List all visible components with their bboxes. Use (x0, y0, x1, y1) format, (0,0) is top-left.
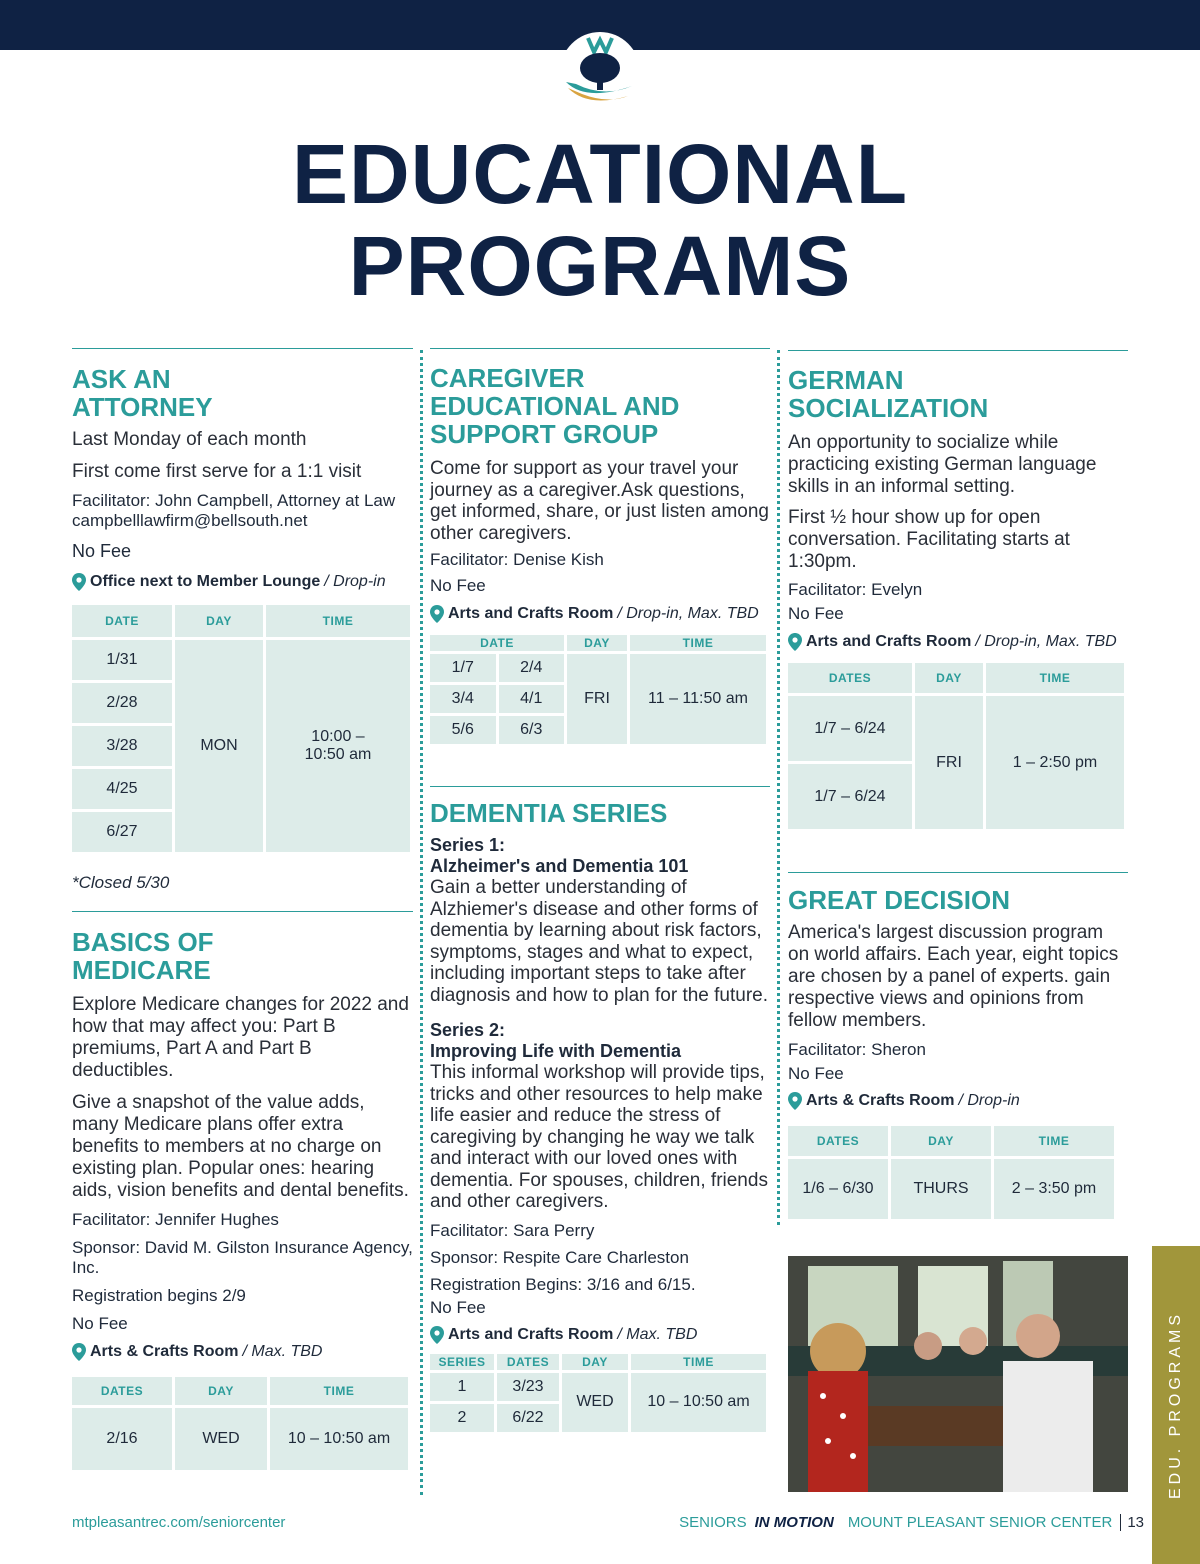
table-header: SERIES (430, 1354, 494, 1370)
german-section (788, 350, 1128, 832)
table-cell-day: FRI (915, 696, 983, 829)
table-cell-time: 2 – 3:50 pm (994, 1159, 1114, 1219)
dementia-sponsor: Sponsor: Respite Care Charleston (430, 1247, 689, 1267)
column-divider-left (420, 350, 423, 1495)
medicare-registration: Registration begins 2/9 (72, 1286, 246, 1305)
table-cell-date: 2/28 (72, 683, 172, 723)
dementia-registration: Registration Begins: 3/16 and 6/15. (430, 1274, 696, 1294)
table-cell-date: 5/6 (430, 716, 496, 744)
table-cell-series: 2 (430, 1404, 494, 1432)
footer-brand-seniors: SENIORS (679, 1514, 747, 1531)
german-location (788, 632, 1128, 652)
table-cell-time: 10 – 10:50 am (631, 1373, 766, 1432)
medicare-sponsor: Sponsor: David M. Gilston Insurance Agency, Inc. (72, 1238, 413, 1277)
table-cell-date: 6/27 (72, 812, 172, 852)
great-decision-fee: No Fee (788, 1064, 844, 1083)
table-cell-date: 3/23 (497, 1373, 559, 1401)
medicare-location (72, 1342, 413, 1362)
table-cell-date: 1/6 – 6/30 (788, 1159, 888, 1219)
german-location-name: Arts and Crafts Room (806, 633, 972, 650)
dementia-schedule-table (427, 1351, 769, 1435)
medicare-title-line2: MEDICARE (72, 955, 211, 985)
ask-attorney-title-line2: ATTORNEY (72, 392, 213, 422)
column-divider-right (777, 350, 780, 1225)
table-cell-date: 2/16 (72, 1408, 172, 1470)
caregiver-title-line1: CAREGIVER (430, 363, 585, 393)
great-decision-location-name: Arts & Crafts Room (806, 1092, 955, 1109)
dementia-location (430, 1325, 770, 1345)
caregiver-location-note: / Drop-in, Max. TBD (617, 605, 759, 622)
table-header: DATE (72, 605, 172, 637)
great-decision-title: GREAT DECISION (788, 885, 1010, 915)
ask-attorney-location (72, 572, 413, 592)
footer-url[interactable]: mtpleasantrec.com/seniorcenter (72, 1514, 286, 1531)
table-header: TIME (631, 1354, 766, 1370)
dementia-series1-label: Series 1: (430, 835, 506, 855)
german-fee: No Fee (788, 604, 844, 623)
table-cell-day: WED (562, 1373, 628, 1432)
german-title (788, 366, 1128, 422)
medicare-location-name: Arts & Crafts Room (90, 1343, 239, 1360)
table-cell-day: FRI (567, 654, 627, 744)
dementia-section (430, 786, 770, 1435)
location-pin-icon (430, 605, 444, 623)
medicare-facilitator: Facilitator: Jennifer Hughes (72, 1210, 279, 1229)
medicare-fee: No Fee (72, 1314, 128, 1333)
ask-attorney-title (72, 365, 413, 421)
ask-attorney-schedule-table (69, 602, 413, 855)
ask-attorney-closed-note: *Closed 5/30 (72, 873, 170, 892)
caregiver-section (430, 348, 770, 747)
dementia-series1-desc: Gain a better understanding of Alzhiemer's disease and other forms of dementia by learning about risk factors, symptoms, stages and what to expect, including important steps to take after diagnosis and how to plan for the future. (430, 877, 769, 1006)
german-title-line1: GERMAN (788, 365, 904, 395)
table-cell-date: 1/7 – 6/24 (788, 764, 912, 829)
table-header: DAY (891, 1126, 991, 1156)
footer-brand (679, 1514, 1144, 1531)
footer-center-name: MOUNT PLEASANT SENIOR CENTER (847, 1514, 1113, 1531)
table-cell-date: 6/22 (497, 1404, 559, 1432)
table-header: DATES (72, 1377, 172, 1405)
caregiver-facilitator: Facilitator: Denise Kish (430, 550, 604, 569)
medicare-schedule-table (69, 1374, 411, 1473)
ask-attorney-note: First come first serve for a 1:1 visit (72, 461, 362, 482)
german-facilitator: Facilitator: Evelyn (788, 580, 923, 599)
medicare-desc-2: Give a snapshot of the value adds, many Medicare plans offer extra benefits to members at no charge on existing plan. Popular ones: hearing aids, vision benefits and dental benefits. (72, 1092, 409, 1201)
great-decision-location (788, 1091, 1128, 1111)
table-cell-date: 2/4 (499, 654, 565, 682)
ask-attorney-when: Last Monday of each month (72, 429, 307, 450)
side-tab-label: EDU. PROGRAMS (1167, 1310, 1184, 1500)
table-cell-time: 10 – 10:50 am (270, 1408, 408, 1470)
table-header: DATES (788, 1126, 888, 1156)
caregiver-desc: Come for support as your travel your journey as a caregiver.Ask questions, get informed, share, or just listen among other caregivers. (430, 458, 770, 544)
table-cell-time: 11 – 11:50 am (630, 654, 766, 744)
table-header: DAY (175, 1377, 267, 1405)
senior-center-logo (558, 30, 642, 114)
caregiver-schedule-table (427, 632, 769, 747)
caregiver-title (430, 364, 770, 448)
location-pin-icon (72, 1343, 86, 1361)
great-decision-schedule-table (785, 1123, 1117, 1222)
location-pin-icon (788, 1092, 802, 1110)
page-title (0, 128, 1200, 312)
table-header: TIME (270, 1377, 408, 1405)
dementia-facilitator: Facilitator: Sara Perry (430, 1220, 595, 1240)
table-cell-day: THURS (891, 1159, 991, 1219)
table-header: DATES (788, 663, 912, 693)
dementia-title: DEMENTIA SERIES (430, 798, 668, 828)
medicare-section (72, 911, 413, 1473)
medicare-title (72, 928, 413, 984)
table-cell-date: 4/25 (72, 769, 172, 809)
dementia-location-note: / Max. TBD (617, 1325, 698, 1343)
ask-attorney-section (72, 348, 413, 893)
german-schedule-table (785, 660, 1127, 832)
dementia-series2-title: Improving Life with Dementia (430, 1041, 682, 1061)
table-cell-day: MON (175, 640, 263, 852)
table-header: DAY (915, 663, 983, 693)
caregiver-location-name: Arts and Crafts Room (448, 605, 614, 622)
medicare-desc-1: Explore Medicare changes for 2022 and how that may affect you: Part B premiums, Part A and Part B deductibles. (72, 994, 409, 1081)
table-header: DATES (497, 1354, 559, 1370)
german-desc-1: An opportunity to socialize while practicing existing German language skills in an informal setting. (788, 432, 1097, 497)
dementia-series1-title: Alzheimer's and Dementia 101 (430, 856, 689, 876)
dementia-series2-label: Series 2: (430, 1020, 506, 1040)
page-number: 13 (1120, 1514, 1144, 1531)
table-header: DAY (567, 635, 627, 651)
caregiver-title-line3: SUPPORT GROUP (430, 419, 659, 449)
table-header: DAY (175, 605, 263, 637)
page-title-line2: PROGRAMS (348, 219, 852, 313)
footer-brand-in-motion: IN MOTION (754, 1514, 834, 1531)
great-decision-section (788, 872, 1128, 1222)
dementia-fee: No Fee (430, 1297, 486, 1317)
caregiver-title-line2: EDUCATIONAL AND (430, 391, 680, 421)
ask-attorney-title-line1: ASK AN (72, 364, 171, 394)
great-decision-facilitator: Facilitator: Sheron (788, 1040, 926, 1059)
caregiver-fee: No Fee (430, 576, 486, 595)
caregiver-location (430, 604, 770, 624)
ask-attorney-location-note: / Drop-in (324, 573, 386, 590)
page-title-line1: EDUCATIONAL (291, 127, 909, 221)
table-cell-date: 6/3 (499, 716, 565, 744)
table-header: DATE (430, 635, 564, 651)
ask-attorney-facilitator: Facilitator: John Campbell, Attorney at Law campbelllawfirm@bellsouth.net (72, 491, 396, 530)
table-cell-series: 1 (430, 1373, 494, 1401)
dementia-series2-desc: This informal workshop will provide tips, tricks and other resources to help make life easier and reduce the stress of caregiving by changing he way we talk and interact with our loved ones with dementia. For spouses, children, friends and other caregivers. (430, 1062, 768, 1212)
section-side-tab (1152, 1246, 1200, 1564)
table-header: TIME (266, 605, 410, 637)
german-title-line2: SOCIALIZATION (788, 393, 989, 423)
table-header: TIME (994, 1126, 1114, 1156)
table-cell-day: WED (175, 1408, 267, 1470)
table-cell-date: 4/1 (499, 685, 565, 713)
great-decision-location-note: / Drop-in (958, 1092, 1020, 1109)
table-header: DAY (562, 1354, 628, 1370)
table-cell-time: 1 – 2:50 pm (986, 696, 1124, 829)
medicare-location-note: / Max. TBD (242, 1343, 323, 1360)
table-cell-time: 10:00 – 10:50 am (266, 640, 410, 852)
table-cell-date: 1/7 – 6/24 (788, 696, 912, 761)
table-cell-date: 3/4 (430, 685, 496, 713)
great-decision-desc: America's largest discussion program on world affairs. Each year, eight topics are chosen by a panel of experts. gain respective views and opinions from fellow members. (788, 922, 1119, 1031)
table-cell-date: 1/31 (72, 640, 172, 680)
location-pin-icon (788, 633, 802, 651)
table-cell-date: 1/7 (430, 654, 496, 682)
german-location-note: / Drop-in, Max. TBD (975, 633, 1117, 650)
medicare-title-line1: BASICS OF (72, 927, 214, 957)
seniors-restaurant-photo (788, 1256, 1128, 1492)
location-pin-icon (72, 573, 86, 591)
german-desc-2: First ½ hour show up for open conversation. Facilitating starts at 1:30pm. (788, 507, 1070, 572)
dementia-location-name: Arts and Crafts Room (448, 1325, 614, 1343)
table-cell-date: 3/28 (72, 726, 172, 766)
ask-attorney-location-name: Office next to Member Lounge (90, 573, 321, 590)
table-header: TIME (630, 635, 766, 651)
table-header: TIME (986, 663, 1124, 693)
location-pin-icon (430, 1326, 444, 1344)
ask-attorney-fee: No Fee (72, 541, 132, 561)
